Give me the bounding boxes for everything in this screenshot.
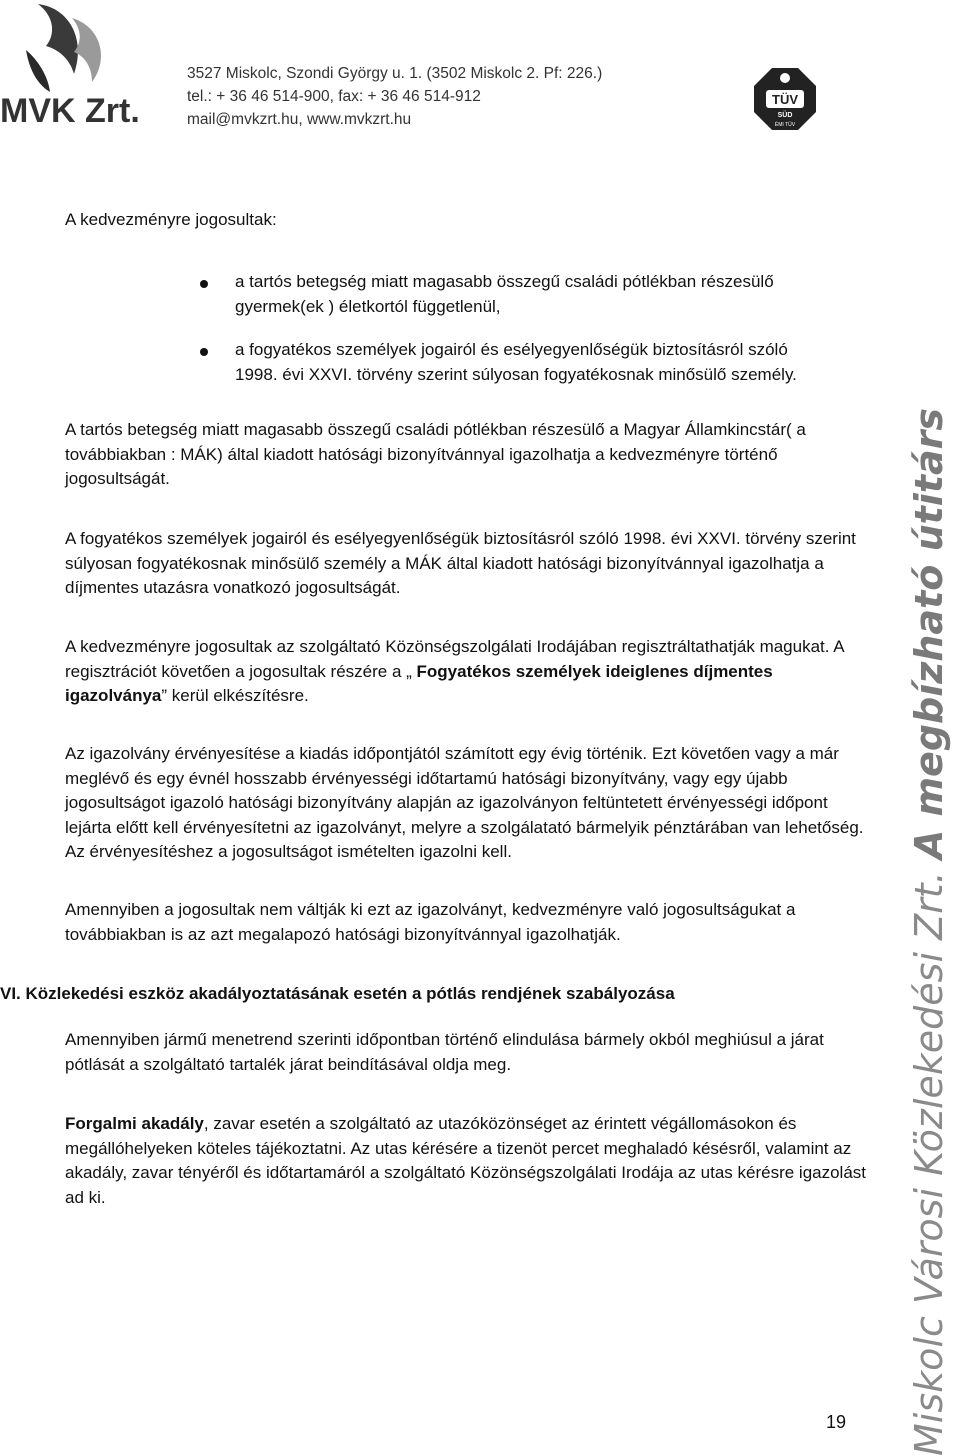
paragraph-text: , zavar esetén a szolgáltató az utazóközönséget az érintett végállomásokon és megállóhelyeken köteles tájékoztatni. Az utas kérésére a tizenöt percet meghaladó késésről, valamint az akadály, zavar tényéről és időtartamáról a szolgáltató Közönségszolgálati Irodája az utas kérésre igazolást ad ki. [65,1114,867,1207]
side-brand-text [900,408,960,1456]
cert-sub: SÜD [777,112,793,119]
bullet-icon [200,280,208,288]
bullet-icon [200,348,208,356]
paragraph: Amennyiben jármű menetrend szerinti időpontban történő elindulása bármely okból meghiúsul a járat pótlását a szolgáltató tartalék járat beindításával oldja meg. [65,1030,824,1074]
paragraph [65,1112,875,1210]
paragraph: Amennyiben a jogosultak nem váltják ki ezt az igazolványt, kedvezményre való jogosultságukat a továbbiakban is az azt megalapozó hatósági bizonyítvánnyal igazolhatják. [65,900,796,944]
paragraph-text: ” kerül elkészítésre. [161,686,309,705]
address-line: 3527 Miskolc, Szondi György u. 1. (3502 Miskolc 2. Pf: 226.) [187,65,603,82]
paragraph: A fogyatékos személyek jogairól és esélyegyenlőségük biztosításról szóló 1998. évi XXVI. törvény szerint súlyosan fogyatékosnak minősülő személy a MÁK által kiadott hatósági bizonyítvánnyal igazolhatja a díjmentes utazásra vonatkozó jogosultságát. [65,529,856,597]
brand-slogan: A megbízható útitárs [907,408,951,860]
cert-label: TÜV [772,92,798,107]
list-item-text: a fogyatékos személyek jogairól és esélyegyenlőségük biztosításról szóló 1998. évi XXVI. törvény szerint súlyosan fogyatékosnak minősülő személy. [235,340,797,384]
contact-info [187,62,602,131]
section-heading: VI. Közlekedési eszköz akadályoztatásának esetén a pótlás rendjének szabályozása [0,984,675,1003]
page-number: 19 [826,1412,847,1432]
cert-bottom: ÉMI TÜV [774,122,796,128]
logo-text: MVK Zrt. [0,92,140,128]
intro-text: A kedvezményre jogosultak: [65,210,277,229]
web-line: mail@mvkzrt.hu, www.mvkzrt.hu [187,111,412,128]
brand-company: Miskolc Városi Közlekedési Zrt. [907,871,951,1456]
mvk-logo [0,0,150,128]
paragraph: A tartós betegség miatt magasabb összegű családi pótlékban részesülő a Magyar Államkincstár( a továbbiakban : MÁK) által kiadott hatósági bizonyítvánnyal igazolhatja a kedvezményre történő jogosultságát. [65,420,806,488]
paragraph [65,635,875,709]
tuv-cert-badge [752,66,818,132]
bold-text: Fogyatékos személyek ideiglenes díjmentes igazolványa [65,661,773,705]
bold-text: Forgalmi akadály [65,1114,204,1133]
list-item-text: a tartós betegség miatt magasabb összegű családi pótlékban részesülő gyermek(ek ) életkortól függetlenül, [235,272,774,316]
phone-line: tel.: + 36 46 514-900, fax: + 36 46 514-912 [187,88,481,105]
paragraph: Az igazolvány érvényesítése a kiadás időpontjától számított egy évig történik. Ezt követően vagy a már meglévő és egy évnél hosszabb érvényességi időtartamú hatósági bizonyítvány, vagy egy újabb jogosultságot igazoló hatósági bizonyítvány alapján az igazolványon feltüntetett érvényességi időpont lejárta előtt kell érvényesítetni az igazolványt, melyre a szolgálatató bármelyik pénztárában van lehetőség. Az érvényesítéshez a jogosultságot ismételten igazolni kell. [65,744,864,861]
paragraph-text: A kedvezményre jogosultak az szolgáltató Közönségszolgálati Irodájában regisztráltathatják magukat. A regisztrációt követően a jogosultak részére a „ [65,637,844,681]
